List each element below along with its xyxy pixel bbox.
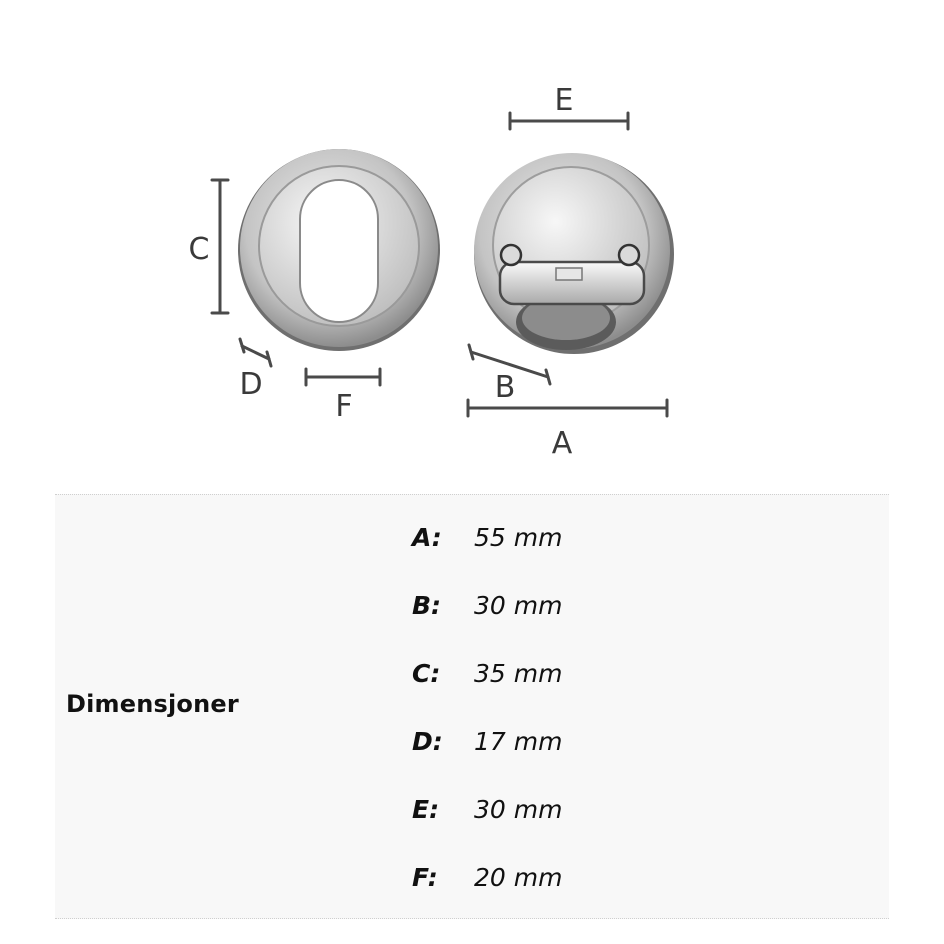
spec-key: F: bbox=[412, 862, 438, 892]
spec-value: 35 mm bbox=[474, 658, 563, 688]
spec-value: 55 mm bbox=[474, 522, 563, 552]
label-b: B bbox=[494, 370, 516, 405]
keyhole-slot bbox=[300, 180, 378, 322]
spec-key: D: bbox=[412, 726, 443, 756]
spec-row-a bbox=[412, 517, 562, 557]
dimensions-table bbox=[55, 494, 889, 919]
spec-key: E: bbox=[412, 794, 440, 824]
spec-key: A: bbox=[412, 522, 442, 552]
spec-row-e bbox=[412, 789, 562, 829]
spec-value: 30 mm bbox=[474, 590, 563, 620]
spec-value: 30 mm bbox=[474, 794, 563, 824]
spec-row-b bbox=[412, 585, 562, 625]
spec-row-d bbox=[412, 721, 562, 761]
spec-key: B: bbox=[412, 590, 442, 620]
thumbturn-rosette bbox=[474, 153, 674, 354]
label-d: D bbox=[239, 367, 263, 402]
spec-value: 20 mm bbox=[474, 862, 563, 892]
spec-value: 17 mm bbox=[474, 726, 563, 756]
dimensions-heading: Dimensjoner bbox=[66, 690, 239, 718]
label-a: A bbox=[551, 426, 573, 461]
cylinder-rosette bbox=[238, 149, 440, 351]
label-f: F bbox=[335, 389, 353, 424]
screw-icon bbox=[501, 245, 521, 265]
label-c: C bbox=[188, 232, 210, 267]
spec-row-f bbox=[412, 857, 562, 897]
spec-key: C: bbox=[412, 658, 441, 688]
screw-icon bbox=[619, 245, 639, 265]
spec-row-c bbox=[412, 653, 562, 693]
label-e: E bbox=[554, 83, 574, 118]
